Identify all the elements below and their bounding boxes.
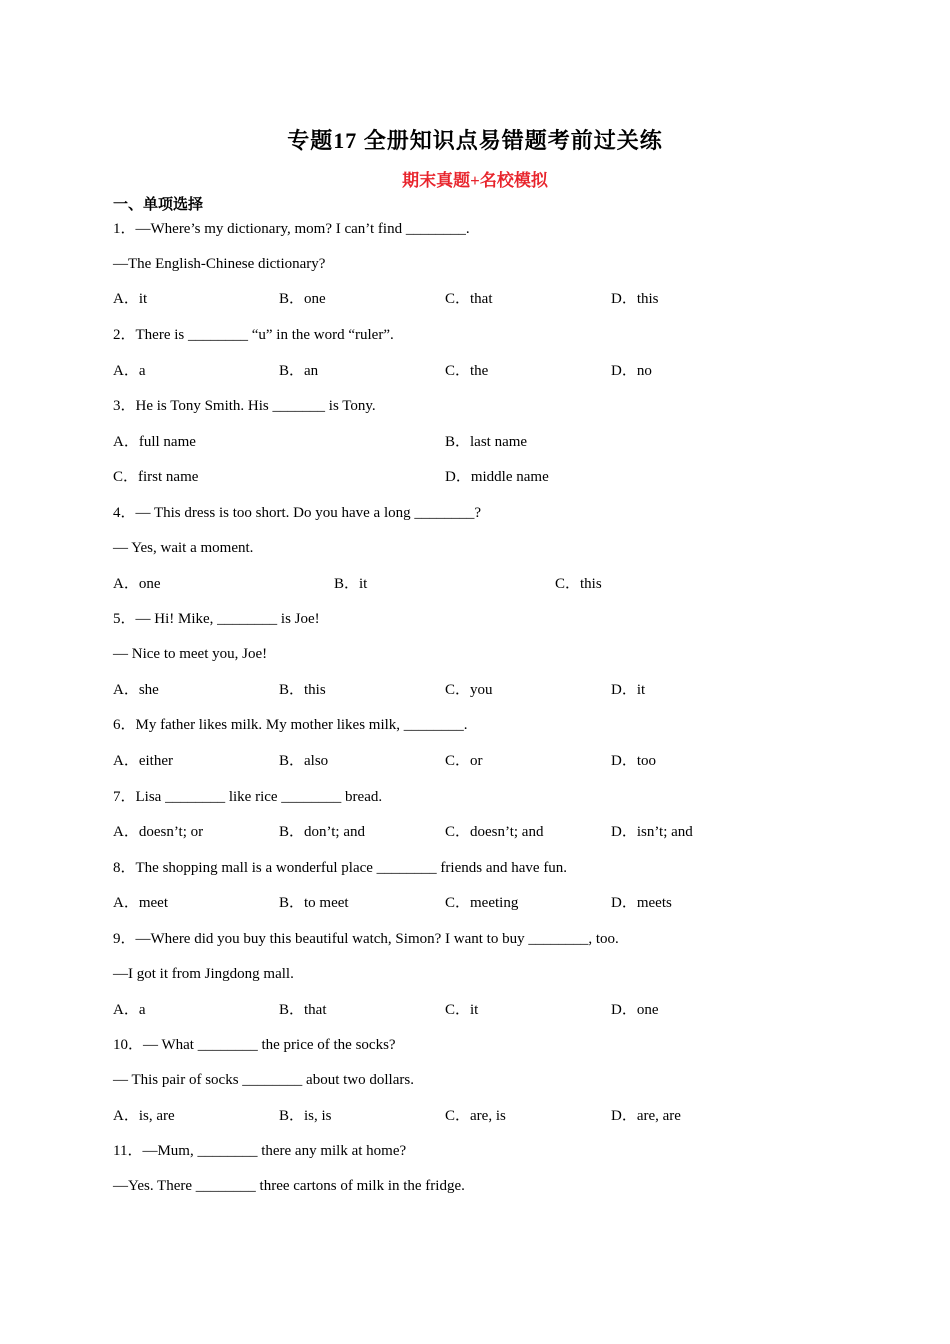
question-5-reply: — Nice to meet you, Joe!	[113, 646, 268, 662]
question-10-option-d[interactable]: D．are, are	[611, 1108, 681, 1124]
question-7-option-b[interactable]: B．don’t; and	[279, 824, 365, 840]
question-7-stem: 7．Lisa ________ like rice ________ bread.	[113, 789, 383, 805]
question-10-option-c[interactable]: C．are, is	[445, 1108, 506, 1124]
question-10-stem: 10．— What ________ the price of the socks?	[113, 1037, 396, 1053]
question-2-option-a[interactable]: A．a	[113, 363, 146, 379]
question-8-option-d[interactable]: D．meets	[611, 895, 672, 911]
question-11-reply: —Yes. There ________ three cartons of milk in the fridge.	[113, 1178, 465, 1194]
question-10-option-b[interactable]: B．is, is	[279, 1108, 332, 1124]
page-title: 专题17 全册知识点易错题考前过关练	[287, 128, 663, 153]
question-9-option-b[interactable]: B．that	[279, 1002, 327, 1018]
question-1-option-c[interactable]: C．that	[445, 291, 493, 307]
question-2-stem: 2．There is ________ “u” in the word “ruler”.	[113, 327, 394, 343]
question-9-option-c[interactable]: C．it	[445, 1002, 479, 1018]
question-7-option-c[interactable]: C．doesn’t; and	[445, 824, 544, 840]
question-4-stem: 4．— This dress is too short. Do you have a long ________?	[113, 505, 482, 521]
question-10-option-a[interactable]: A．is, are	[113, 1108, 175, 1124]
question-6-option-a[interactable]: A．either	[113, 753, 173, 769]
question-3-option-b[interactable]: B．last name	[445, 434, 528, 450]
question-3-option-a[interactable]: A．full name	[113, 434, 196, 450]
question-6-option-b[interactable]: B．also	[279, 753, 329, 769]
question-9-stem: 9．—Where did you buy this beautiful watch, Simon? I want to buy ________, too.	[113, 931, 619, 947]
question-4-option-b[interactable]: B．it	[334, 576, 368, 592]
question-5-stem: 5．— Hi! Mike, ________ is Joe!	[113, 611, 320, 627]
question-7-option-a[interactable]: A．doesn’t; or	[113, 824, 204, 840]
question-1-option-d[interactable]: D．this	[611, 291, 659, 307]
question-8-stem: 8．The shopping mall is a wonderful place ________ friends and have fun.	[113, 860, 568, 876]
question-9-reply: —I got it from Jingdong mall.	[113, 966, 294, 982]
question-5-option-a[interactable]: A．she	[113, 682, 159, 698]
question-6-stem: 6．My father likes milk. My mother likes milk, ________.	[113, 717, 468, 733]
question-1-option-b[interactable]: B．one	[279, 291, 326, 307]
section-title: 一、单项选择	[113, 197, 204, 213]
question-10-reply: — This pair of socks ________ about two dollars.	[113, 1072, 414, 1088]
question-2-option-d[interactable]: D．no	[611, 363, 652, 379]
question-9-option-d[interactable]: D．one	[611, 1002, 659, 1018]
question-4-option-a[interactable]: A．one	[113, 576, 161, 592]
page-subtitle: 期末真题+名校模拟	[402, 171, 548, 190]
question-5-option-d[interactable]: D．it	[611, 682, 646, 698]
question-8-option-b[interactable]: B．to meet	[279, 895, 349, 911]
question-9-option-a[interactable]: A．a	[113, 1002, 146, 1018]
question-1-stem: 1．—Where’s my dictionary, mom? I can’t find ________.	[113, 221, 470, 237]
question-5-option-c[interactable]: C．you	[445, 682, 493, 698]
question-4-reply: — Yes, wait a moment.	[113, 540, 254, 556]
question-3-option-c[interactable]: C．first name	[113, 469, 199, 485]
question-2-option-b[interactable]: B．an	[279, 363, 319, 379]
question-6-option-d[interactable]: D．too	[611, 753, 657, 769]
question-8-option-c[interactable]: C．meeting	[445, 895, 519, 911]
question-4-option-c[interactable]: C．this	[555, 576, 602, 592]
question-3-option-d[interactable]: D．middle name	[445, 469, 549, 485]
question-7-option-d[interactable]: D．isn’t; and	[611, 824, 693, 840]
question-5-option-b[interactable]: B．this	[279, 682, 326, 698]
question-2-option-c[interactable]: C．the	[445, 363, 489, 379]
question-6-option-c[interactable]: C．or	[445, 753, 483, 769]
question-1-option-a[interactable]: A．it	[113, 291, 148, 307]
question-3-stem: 3．He is Tony Smith. His _______ is Tony.	[113, 398, 376, 414]
question-1-reply: —The English-Chinese dictionary?	[113, 256, 326, 272]
question-8-option-a[interactable]: A．meet	[113, 895, 168, 911]
question-11-stem: 11．—Mum, ________ there any milk at home?	[113, 1143, 407, 1159]
